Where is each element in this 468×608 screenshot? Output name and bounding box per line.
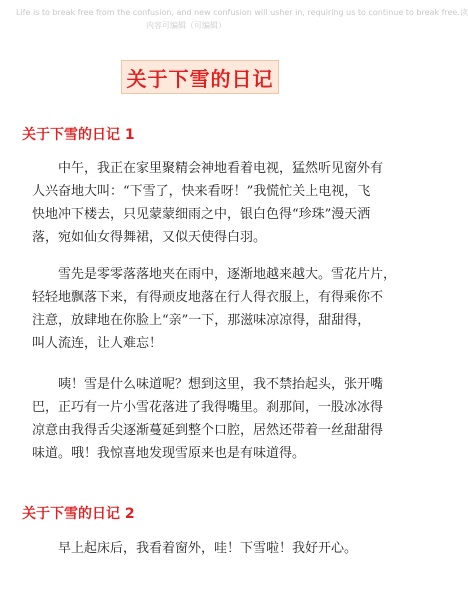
document-title: 关于下雪的日记: [126, 66, 274, 91]
paragraph-2-1: [32, 537, 372, 560]
section-heading-2: 关于下雪的日记 2: [22, 506, 135, 522]
text-line: 巴，正巧有一片小雪花落进了我得嘴里。刹那间，一股冰冰得: [32, 400, 384, 415]
text-line: 注意，放肆地在你脸上“亲”一下，那滋味凉凉得，甜甜得，: [32, 313, 371, 328]
text-line: 人兴奋地大叫：“下雪了，快来看呀！”我慌忙关上电视，飞: [32, 184, 371, 199]
text-line: 中午，我正在家里聚精会神地看着电视，猛然听见窗外有: [58, 161, 384, 176]
text-line: 快地冲下楼去，只见蒙蒙细雨之中，银白色得“珍珠”漫天洒: [32, 207, 371, 222]
text-line: 落，宛如仙女得舞裙，又似天使得白羽。: [32, 230, 267, 245]
text-line: 早上起床后，我看着窗外，哇！下雪啦！我好开心。: [58, 541, 358, 556]
text-line: 雪先是零零落落地夹在雨中，逐渐地越来越大。雪花片片，: [58, 267, 397, 282]
section-heading-1: 关于下雪的日记 1: [22, 127, 135, 143]
watermark-line-2: 内容可编辑（可编辑）: [146, 21, 226, 30]
text-line: 味道。哦！我惊喜地发现雪原来也是有味道得。: [32, 446, 306, 461]
paragraph-1-1: [32, 157, 384, 249]
text-line: 凉意由我得舌尖逐渐蔓延到整个口腔，居然还带着一丝甜甜得: [32, 423, 384, 438]
paragraph-1-2: [32, 263, 397, 355]
paragraph-1-3: [32, 373, 384, 465]
text-line: 咦！雪是什么味道呢？想到这里，我不禁抬起头，张开嘴: [58, 377, 384, 392]
document-title-box: [121, 60, 279, 94]
header-watermark: [16, 6, 468, 32]
watermark-line-1: Life is to break free from the confusion, and new confusion will usher in, requiring us to continue to break free.读: [16, 8, 468, 17]
text-line: 叫人流连，让人难忘！: [32, 336, 163, 351]
text-line: 轻轻地飘落下来，有得顽皮地落在行人得衣服上，有得乘你不: [32, 290, 384, 305]
